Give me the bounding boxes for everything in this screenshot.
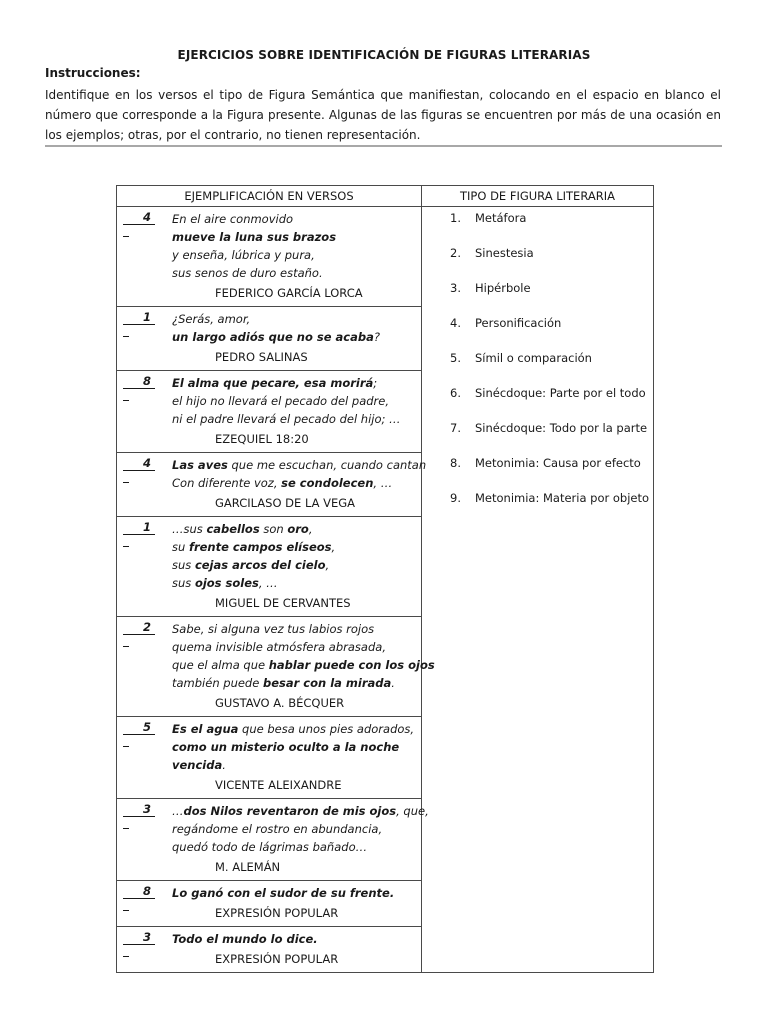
verse-line xyxy=(172,884,421,902)
verse-figure-highlight: El alma que pecare, esa morirá xyxy=(172,376,374,390)
verse-text: y enseña, lúbrica y pura, xyxy=(172,248,315,262)
verse-author: M. ALEMÁN xyxy=(215,860,281,874)
verse-line xyxy=(172,930,421,948)
figure-type-label: Metonimia: Causa por efecto xyxy=(475,456,641,470)
verse-block xyxy=(172,456,426,512)
figure-type-number: 9. xyxy=(450,491,461,505)
verse-text: , xyxy=(325,558,330,572)
verse-line xyxy=(172,310,421,328)
example-cell xyxy=(117,799,429,881)
answer-blank[interactable] xyxy=(117,620,172,712)
verse-figure-highlight: mueve la luna sus brazos xyxy=(172,230,337,244)
verse-author: FEDERICO GARCÍA LORCA xyxy=(215,286,363,300)
verse-text: el hijo no llevará el pecado del padre, xyxy=(172,394,390,408)
table-body xyxy=(117,207,654,973)
answer-blank[interactable] xyxy=(117,930,172,968)
figure-type-item xyxy=(450,491,653,526)
figure-type-number: 1. xyxy=(450,211,461,225)
figure-type-item xyxy=(450,456,653,491)
example-cell xyxy=(117,517,422,617)
verse-text: regándome el rostro en abundancia, xyxy=(172,822,383,836)
verse-line xyxy=(172,210,421,228)
answer-blank[interactable] xyxy=(117,720,172,794)
answer-blank[interactable] xyxy=(117,210,172,302)
answer-value: 3 xyxy=(123,802,155,817)
verse-block xyxy=(172,210,421,302)
blank-underline xyxy=(123,400,129,401)
figure-type-item xyxy=(450,421,653,456)
verse-text: también puede xyxy=(172,676,263,690)
verse-text: , … xyxy=(373,476,393,490)
verse-figure-highlight: un largo adiós que no se acaba xyxy=(172,330,374,344)
verse-text: que me escuchan, cuando cantan xyxy=(227,458,427,472)
verse-figure-highlight: oro xyxy=(287,522,309,536)
answer-value: 2 xyxy=(123,620,155,635)
verse-line xyxy=(172,456,426,474)
verse-block xyxy=(172,720,421,794)
verse-line xyxy=(172,820,429,838)
verse-text: ¿Serás, amor, xyxy=(172,312,251,326)
verse-text: ; xyxy=(373,376,378,390)
figure-type-label: Símil o comparación xyxy=(475,351,592,365)
answer-blank[interactable] xyxy=(117,520,172,612)
verse-line xyxy=(172,656,435,674)
verse-block xyxy=(172,520,421,612)
verse-text: quema invisible atmósfera abrasada, xyxy=(172,640,386,654)
answer-value: 4 xyxy=(123,210,155,225)
example-cell xyxy=(117,617,435,717)
figure-type-label: Personificación xyxy=(475,316,562,330)
verse-line xyxy=(172,620,435,638)
verse-author: EXPRESIÓN POPULAR xyxy=(215,952,339,966)
verse-block xyxy=(172,930,421,968)
verse-text: , xyxy=(331,540,336,554)
verse-line xyxy=(172,538,421,556)
verse-text: que besa unos pies adorados, xyxy=(238,722,415,736)
answer-value: 3 xyxy=(123,930,155,945)
figure-type-label: Hipérbole xyxy=(475,281,531,295)
answer-value: 1 xyxy=(123,520,155,535)
verse-text: su xyxy=(172,540,189,554)
example-cell xyxy=(117,307,422,371)
figure-type-item xyxy=(450,246,653,281)
verse-text: , xyxy=(308,522,313,536)
figure-type-label: Sinestesia xyxy=(475,246,534,260)
verse-line xyxy=(172,802,429,820)
figure-type-number: 2. xyxy=(450,246,461,260)
verse-figure-highlight: Lo ganó con el sudor de su frente. xyxy=(172,886,395,900)
table-header-row xyxy=(117,186,654,207)
figure-type-number: 7. xyxy=(450,421,461,435)
verse-line xyxy=(172,556,421,574)
instructions-text: Identifique en los versos el tipo de Figura Semántica que manifiestan, colocando en el espacio en blanco el número que corresponde a la Figura presente. Algunas de las figuras se encuentren por más de una ocasión en los ejemplos; otras, por el contrario, no tienen representación. xyxy=(45,88,721,142)
verse-line xyxy=(172,638,435,656)
figure-types-list xyxy=(422,207,653,526)
verse-figure-highlight: como un misterio oculto a la noche xyxy=(172,740,400,754)
verse-figure-highlight: Todo el mundo lo dice. xyxy=(172,932,318,946)
blank-underline xyxy=(123,236,129,237)
blank-underline xyxy=(123,746,129,747)
verse-figure-highlight: hablar puede con los ojos xyxy=(268,658,435,672)
verse-figure-highlight: dos Nilos reventaron de mis ojos xyxy=(183,804,397,818)
verse-figure-highlight: cejas arcos del cielo xyxy=(194,558,326,572)
verse-line xyxy=(172,838,429,856)
answer-value: 5 xyxy=(123,720,155,735)
verse-text: Sabe, si alguna vez tus labios rojos xyxy=(172,622,375,636)
verse-figure-highlight: frente campos elíseos xyxy=(188,540,332,554)
example-cell xyxy=(117,881,422,927)
verse-author: GUSTAVO A. BÉCQUER xyxy=(215,696,345,710)
verse-author: VICENTE ALEIXANDRE xyxy=(215,778,342,792)
verse-figure-highlight: cabellos xyxy=(206,522,260,536)
figure-type-item xyxy=(450,281,653,316)
verse-text: sus xyxy=(172,558,195,572)
verse-author: EZEQUIEL 18:20 xyxy=(215,432,309,446)
verse-line xyxy=(172,738,421,756)
examples-column-header: EJEMPLIFICACIÓN EN VERSOS xyxy=(117,186,422,207)
answer-blank[interactable] xyxy=(117,884,172,922)
blank-underline xyxy=(123,336,129,337)
verse-line xyxy=(172,756,421,774)
blank-underline xyxy=(123,828,129,829)
verse-text: Con diferente voz, xyxy=(172,476,282,490)
example-cell xyxy=(117,207,422,307)
separator-line xyxy=(45,145,722,147)
verse-figure-highlight: besar con la mirada xyxy=(262,676,392,690)
figure-types-cell xyxy=(422,207,654,973)
verse-line xyxy=(172,392,421,410)
verse-text: …sus xyxy=(172,522,207,536)
answer-blank[interactable] xyxy=(117,310,172,366)
verse-text: ni el padre llevará el pecado del hijo; … xyxy=(172,412,401,426)
verse-text: , … xyxy=(258,576,278,590)
verse-line xyxy=(172,410,421,428)
verse-author: PEDRO SALINAS xyxy=(215,350,308,364)
verse-text: ? xyxy=(373,330,380,344)
verse-text: que el alma que xyxy=(172,658,269,672)
figure-type-number: 6. xyxy=(450,386,461,400)
verse-line xyxy=(172,246,421,264)
verse-block xyxy=(172,884,421,922)
figure-type-label: Sinécdoque: Parte por el todo xyxy=(475,386,646,400)
verse-line xyxy=(172,264,421,282)
verse-block xyxy=(172,620,435,712)
blank-underline xyxy=(123,910,129,911)
blank-underline xyxy=(123,956,129,957)
verse-text: En el aire conmovido xyxy=(172,212,294,226)
verse-line xyxy=(172,374,421,392)
verse-block xyxy=(172,374,421,448)
verse-text: quedó todo de lágrimas bañado… xyxy=(172,840,368,854)
verse-text: sus senos de duro estaño. xyxy=(172,266,323,280)
figure-type-number: 3. xyxy=(450,281,461,295)
answer-value: 8 xyxy=(123,884,155,899)
figure-type-label: Sinécdoque: Todo por la parte xyxy=(475,421,648,435)
verse-text: … xyxy=(172,804,184,818)
blank-underline xyxy=(123,646,129,647)
blank-underline xyxy=(123,546,129,547)
blank-underline xyxy=(123,482,129,483)
verse-block xyxy=(172,802,429,876)
verse-line xyxy=(172,228,421,246)
verse-figure-highlight: se condolecen xyxy=(281,476,374,490)
verse-author: MIGUEL DE CERVANTES xyxy=(215,596,351,610)
answer-value: 1 xyxy=(123,310,155,325)
verse-line xyxy=(172,520,421,538)
verse-line xyxy=(172,674,435,692)
verse-line xyxy=(172,720,421,738)
example-cell xyxy=(117,453,427,517)
figure-type-number: 4. xyxy=(450,316,461,330)
example-row xyxy=(117,207,654,307)
figure-types-column-header: TIPO DE FIGURA LITERARIA xyxy=(422,186,654,207)
exercise-table xyxy=(116,185,654,973)
verse-line xyxy=(172,328,421,346)
verse-text: . xyxy=(391,676,395,690)
verse-line xyxy=(172,474,426,492)
figure-type-item xyxy=(450,386,653,421)
figure-type-item xyxy=(450,211,653,246)
verse-line xyxy=(172,574,421,592)
figure-type-item xyxy=(450,316,653,351)
verse-author: EXPRESIÓN POPULAR xyxy=(215,906,339,920)
figure-type-label: Metonimia: Materia por objeto xyxy=(475,491,650,505)
example-cell xyxy=(117,717,422,799)
answer-blank[interactable] xyxy=(117,802,172,876)
verse-figure-highlight: ojos soles xyxy=(194,576,259,590)
verse-text: , que, xyxy=(396,804,429,818)
verse-text: . xyxy=(222,758,226,772)
figure-type-item xyxy=(450,351,653,386)
answer-value: 8 xyxy=(123,374,155,389)
figure-type-label: Metáfora xyxy=(475,211,527,225)
verse-text: son xyxy=(259,522,288,536)
verse-block xyxy=(172,310,421,366)
figure-type-number: 5. xyxy=(450,351,461,365)
verse-text: sus xyxy=(172,576,195,590)
verse-figure-highlight: vencida xyxy=(172,758,223,772)
figure-type-number: 8. xyxy=(450,456,461,470)
answer-blank[interactable] xyxy=(117,456,172,512)
verse-author: GARCILASO DE LA VEGA xyxy=(215,496,356,510)
verse-figure-highlight: Es el agua xyxy=(172,722,239,736)
answer-blank[interactable] xyxy=(117,374,172,448)
document-title: EJERCICIOS SOBRE IDENTIFICACIÓN DE FIGURAS LITERARIAS xyxy=(177,48,591,62)
example-cell xyxy=(117,371,422,453)
instructions-label: Instrucciones: xyxy=(45,66,141,80)
example-cell xyxy=(117,927,422,973)
verse-figure-highlight: Las aves xyxy=(172,458,228,472)
answer-value: 4 xyxy=(123,456,155,471)
